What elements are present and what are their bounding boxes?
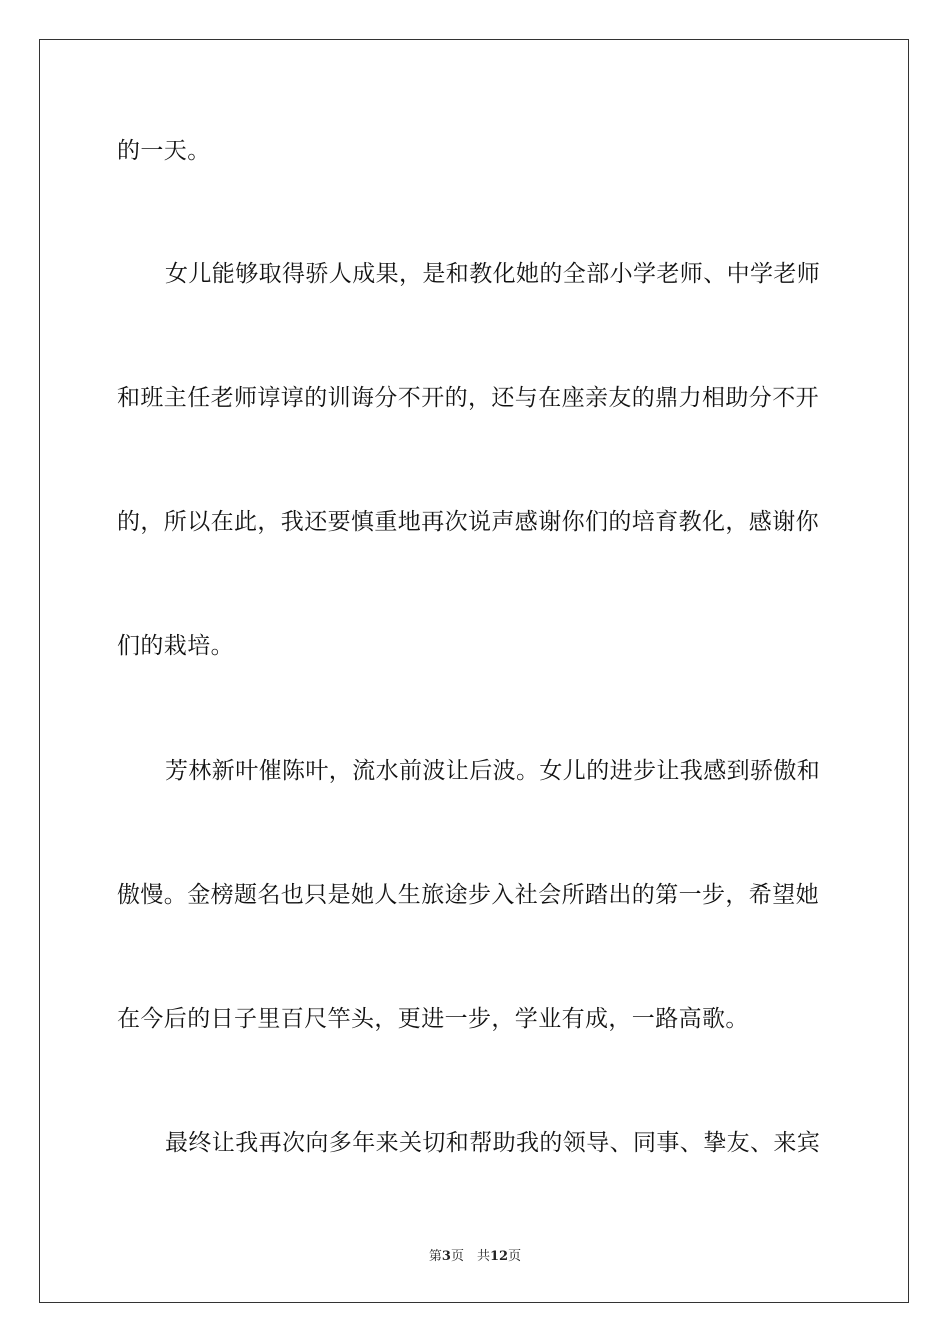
page-prefix: 第 (428, 1249, 442, 1264)
text-line: 的，所以在此，我还要慎重地再次说声感谢你们的培育教化，感谢你 (117, 509, 819, 535)
current-page-number: 3 (441, 1249, 451, 1264)
text-line: 的一天。 (117, 138, 211, 164)
text-line: 在今后的日子里百尺竿头，更进一步，学业有成，一路高歌。 (117, 1006, 749, 1032)
total-page-number: 12 (489, 1249, 509, 1264)
paragraph-start-line: 芳林新叶催陈叶，流水前波让后波。女儿的进步让我感到骄傲和 (165, 758, 821, 784)
page-middle-text: 页 共 (450, 1249, 490, 1264)
paragraph-start-line: 女儿能够取得骄人成果，是和教化她的全部小学老师、中学老师 (165, 261, 821, 287)
page-number-footer (0, 1248, 950, 1266)
page-suffix: 页 (508, 1249, 522, 1264)
text-line: 和班主任老师谆谆的训诲分不开的，还与在座亲友的鼎力相助分不开 (117, 385, 819, 411)
page-border (39, 39, 909, 1303)
paragraph-start-line: 最终让我再次向多年来关切和帮助我的领导、同事、挚友、来宾 (165, 1130, 821, 1156)
text-line: 傲慢。金榜题名也只是她人生旅途步入社会所踏出的第一步，希望她 (117, 882, 819, 908)
text-line: 们的栽培。 (117, 633, 234, 659)
